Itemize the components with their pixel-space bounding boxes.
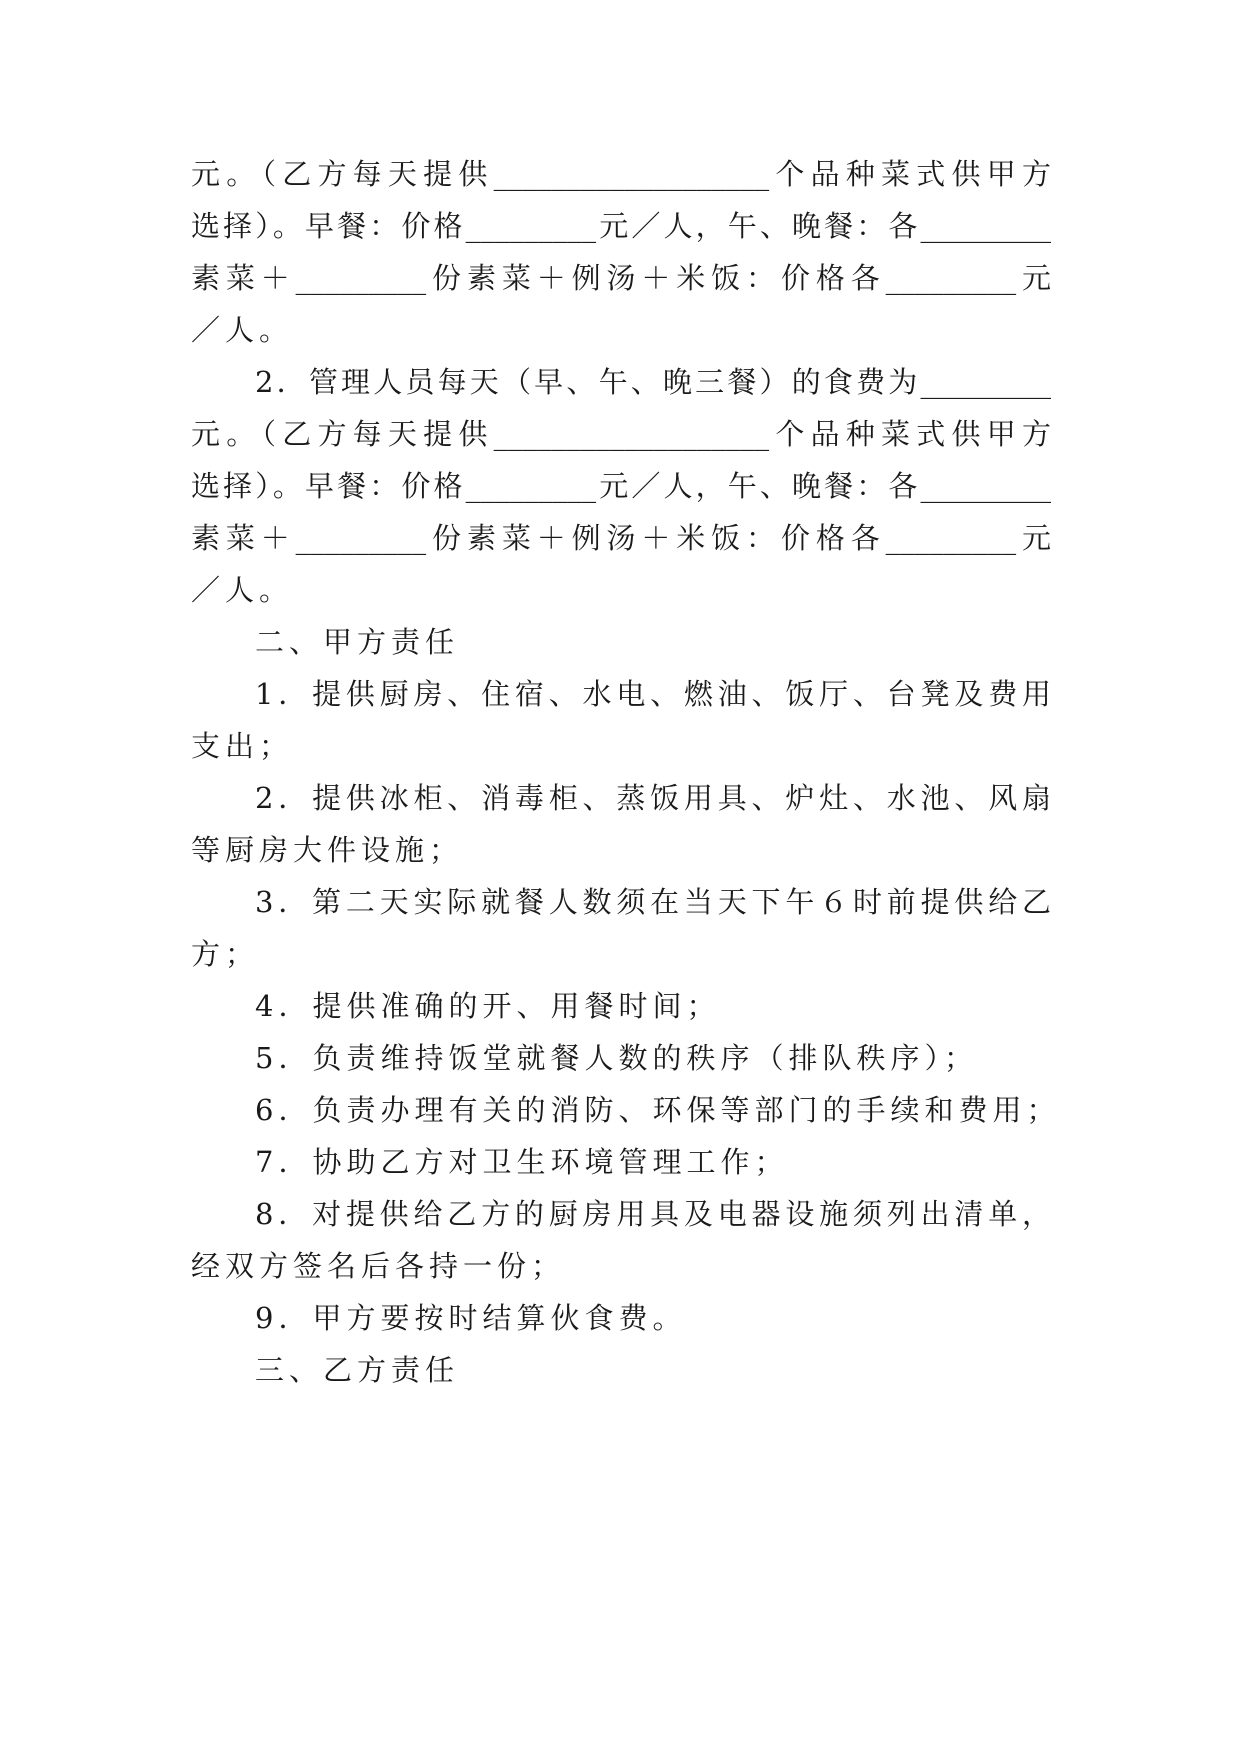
- text-line: 2．提供冰柜、消毒柜、蒸饭用具、炉灶、水池、风扇: [255, 781, 1051, 815]
- section-heading: 二、甲方责任: [255, 625, 460, 659]
- text-line: 6．负责办理有关的消防、环保等部门的手续和费用；: [255, 1093, 1061, 1127]
- text-line: 8．对提供给乙方的厨房用具及电器设施须列出清单，: [255, 1197, 1051, 1231]
- text-line: 经双方签名后各持一份；: [191, 1249, 566, 1283]
- text-line: 7．协助乙方对卫生环境管理工作；: [255, 1145, 789, 1179]
- text-line: 3．第二天实际就餐人数须在当天下午６时前提供给乙: [255, 885, 1051, 919]
- text-line: 支出；: [191, 729, 294, 763]
- text-line: 4．提供准确的开、用餐时间；: [255, 989, 721, 1023]
- text-line: 素菜＋_________份素菜＋例汤＋米饭：价格各_________元: [191, 261, 1051, 295]
- section-heading: 三、乙方责任: [255, 1353, 460, 1387]
- text-line: 素菜＋_________份素菜＋例汤＋米饭：价格各_________元: [191, 521, 1051, 555]
- text-line: 元。（乙方每天提供___________________个品种菜式供甲方: [191, 157, 1051, 191]
- text-line: ／人。: [191, 313, 294, 347]
- text-line: ／人。: [191, 573, 294, 607]
- text-line: 方；: [191, 937, 260, 971]
- text-line: 5．负责维持饭堂就餐人数的秩序（排队秩序）；: [255, 1041, 978, 1075]
- text-line: 选择）。早餐：价格_________元／人，午、晚餐：各_________: [191, 209, 1051, 243]
- text-line: 9．甲方要按时结算伙食费。: [255, 1301, 687, 1335]
- text-line: 元。（乙方每天提供___________________个品种菜式供甲方: [191, 417, 1051, 451]
- text-line: 1．提供厨房、住宿、水电、燃油、饭厅、台凳及费用: [255, 677, 1051, 711]
- text-line: 等厨房大件设施；: [191, 833, 464, 867]
- text-line: 2．管理人员每天（早、午、晚三餐）的食费为_________: [255, 365, 1051, 399]
- text-line: 选择）。早餐：价格_________元／人，午、晚餐：各_________: [191, 469, 1051, 503]
